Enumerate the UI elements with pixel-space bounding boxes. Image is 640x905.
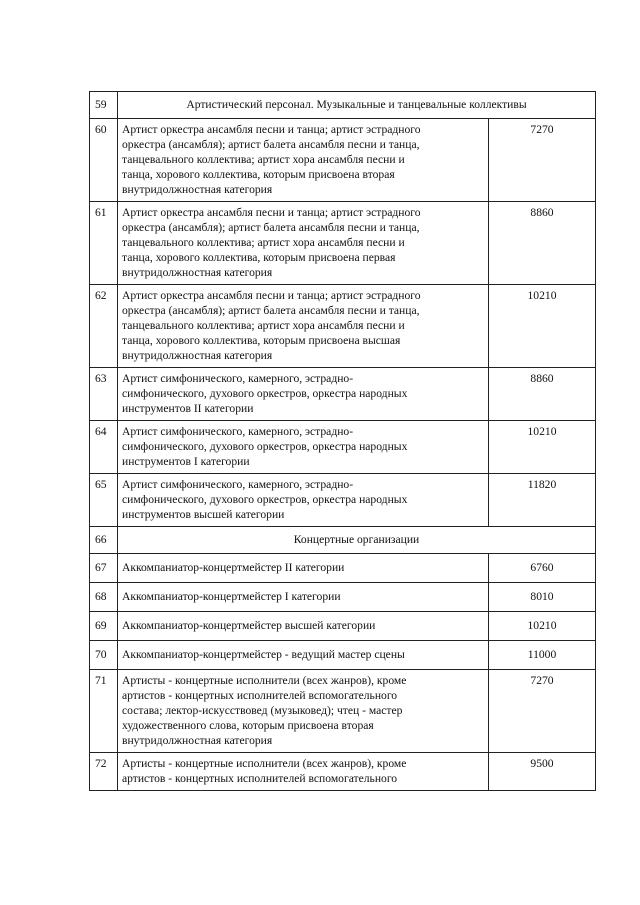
position-description: Артист симфонического, камерного, эстрадно- симфонического, духового оркестров, оркестра народных инструментов I категории [118, 421, 489, 474]
row-number: 67 [90, 554, 118, 583]
salary-value: 6760 [488, 554, 595, 583]
salary-value: 7270 [488, 119, 595, 202]
salary-table [89, 91, 596, 791]
salary-value: 10210 [488, 285, 595, 368]
position-description: Артист оркестра ансамбля песни и танца; артист эстрадного оркестра (ансамбля); артист балета ансамбля песни и танца, танцевального коллектива; артист хора ансамбля песни и танца, хорового коллектива, которым присвоена вторая внутридолжностная категория [118, 119, 489, 202]
position-description: Артисты - концертные исполнители (всех жанров), кроме артистов - концертных исполнителей вспомогательного [118, 753, 489, 791]
salary-value: 8010 [488, 583, 595, 612]
table-row [90, 554, 596, 583]
table-row [90, 583, 596, 612]
table-row [90, 527, 596, 554]
position-description: Аккомпаниатор-концертмейстер высшей категории [118, 612, 489, 641]
row-number: 68 [90, 583, 118, 612]
position-description: Аккомпаниатор-концертмейстер I категории [118, 583, 489, 612]
section-title: Артистический персонал. Музыкальные и танцевальные коллективы [118, 92, 596, 119]
row-number: 66 [90, 527, 118, 554]
section-title: Концертные организации [118, 527, 596, 554]
salary-value: 8860 [488, 368, 595, 421]
row-number: 69 [90, 612, 118, 641]
position-description: Артист симфонического, камерного, эстрадно- симфонического, духового оркестров, оркестра народных инструментов II категории [118, 368, 489, 421]
table-row [90, 92, 596, 119]
row-number: 71 [90, 670, 118, 753]
salary-value: 9500 [488, 753, 595, 791]
table-row [90, 368, 596, 421]
salary-value: 11820 [488, 474, 595, 527]
table-row [90, 285, 596, 368]
row-number: 63 [90, 368, 118, 421]
row-number: 61 [90, 202, 118, 285]
salary-value: 10210 [488, 612, 595, 641]
table-row [90, 421, 596, 474]
row-number: 60 [90, 119, 118, 202]
table-row [90, 753, 596, 791]
position-description: Аккомпаниатор-концертмейстер II категории [118, 554, 489, 583]
position-description: Артист симфонического, камерного, эстрадно- симфонического, духового оркестров, оркестра народных инструментов высшей категории [118, 474, 489, 527]
position-description: Артисты - концертные исполнители (всех жанров), кроме артистов - концертных исполнителей вспомогательного состава; лектор-искусствовед (музыковед); чтец - мастер художественного слова, которым присвоена вторая внутридолжностная категория [118, 670, 489, 753]
position-description: Аккомпаниатор-концертмейстер - ведущий мастер сцены [118, 641, 489, 670]
salary-value: 11000 [488, 641, 595, 670]
row-number: 59 [90, 92, 118, 119]
position-description: Артист оркестра ансамбля песни и танца; артист эстрадного оркестра (ансамбля); артист балета ансамбля песни и танца, танцевального коллектива; артист хора ансамбля песни и танца, хорового коллектива, которым присвоена высшая внутридолжностная категория [118, 285, 489, 368]
table-row [90, 641, 596, 670]
table-row [90, 670, 596, 753]
table-row [90, 202, 596, 285]
table-row [90, 119, 596, 202]
row-number: 64 [90, 421, 118, 474]
table-row [90, 474, 596, 527]
row-number: 72 [90, 753, 118, 791]
row-number: 62 [90, 285, 118, 368]
salary-value: 7270 [488, 670, 595, 753]
row-number: 70 [90, 641, 118, 670]
position-description: Артист оркестра ансамбля песни и танца; артист эстрадного оркестра (ансамбля); артист балета ансамбля песни и танца, танцевального коллектива; артист хора ансамбля песни и танца, хорового коллектива, которым присвоена первая внутридолжностная категория [118, 202, 489, 285]
salary-value: 10210 [488, 421, 595, 474]
table-row [90, 612, 596, 641]
row-number: 65 [90, 474, 118, 527]
salary-value: 8860 [488, 202, 595, 285]
